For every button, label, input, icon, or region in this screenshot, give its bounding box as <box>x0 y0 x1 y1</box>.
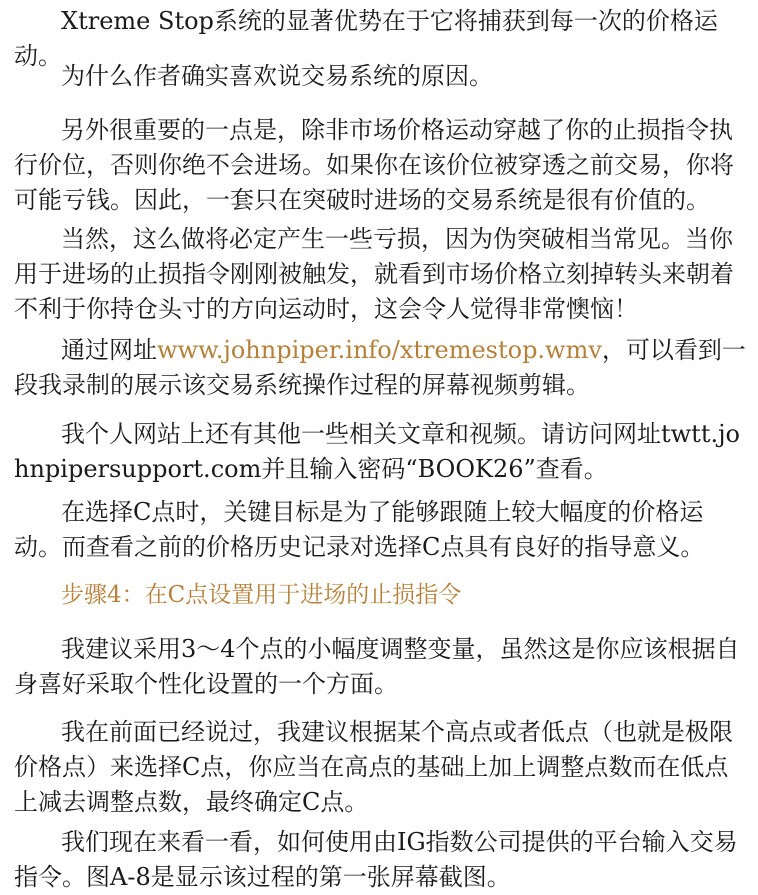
paragraph-9: 我建议采用3～4个点的小幅度调整变量，虽然这是你应该根据自身喜好采取个性化设置的一个方面。 <box>14 635 740 698</box>
paragraph-1: Xtreme Stop系统的显著优势在于它将捕获到每一次的价格运动。 <box>14 7 718 70</box>
paragraph-5-before: 通过网址 <box>61 336 157 364</box>
paragraph-4: 当然，这么做将必定产生一些亏损，因为伪突破相当常见。当你用于进场的止损指令刚刚被触发，就看到市场价格立刻掉转头来朝着不利于你持仓头寸的方向运动时，这会令人觉得非常懊恼！ <box>14 225 734 323</box>
paragraph-3: 另外很重要的一点是，除非市场价格运动穿越了你的止损指令执行价位，否则你绝不会进场。如果你在该价位被穿透之前交易，你将可能亏钱。因此，一套只在突破时进场的交易系统是很有价值的。 <box>14 116 734 214</box>
video-link[interactable]: www.johnpiper.info/xtremestop.wmv <box>157 336 602 364</box>
paragraph-7: 在选择C点时，关键目标是为了能够跟随上较大幅度的价格运动。而查看之前的价格历史记录对选择C点具有良好的指导意义。 <box>14 498 705 561</box>
paragraph-5-after: ，可以看到一段我录制的展示该交易系统操作过程的屏幕视频剪辑。 <box>14 336 746 399</box>
paragraph-10: 我在前面已经说过，我建议根据某个高点或者低点（也就是极限价格点）来选择C点，你应当在高点的基础上加上调整点数而在低点上减去调整点数，最终确定C点。 <box>14 718 733 816</box>
paragraph-6: 我个人网站上还有其他一些相关文章和视频。请访问网址twtt.johnpipersupport.com并且输入密码“BOOK26”查看。 <box>14 420 740 483</box>
paragraph-11: 我们现在来看一看，如何使用由IG指数公司提供的平台输入交易指令。图A-8是显示该过程的第一张屏幕截图。 <box>14 828 738 891</box>
step-4-heading: 步骤4：在C点设置用于进场的止损指令 <box>61 582 462 608</box>
paragraph-2: 为什么作者确实喜欢说交易系统的原因。 <box>61 62 493 90</box>
paragraph-5 <box>14 333 750 403</box>
